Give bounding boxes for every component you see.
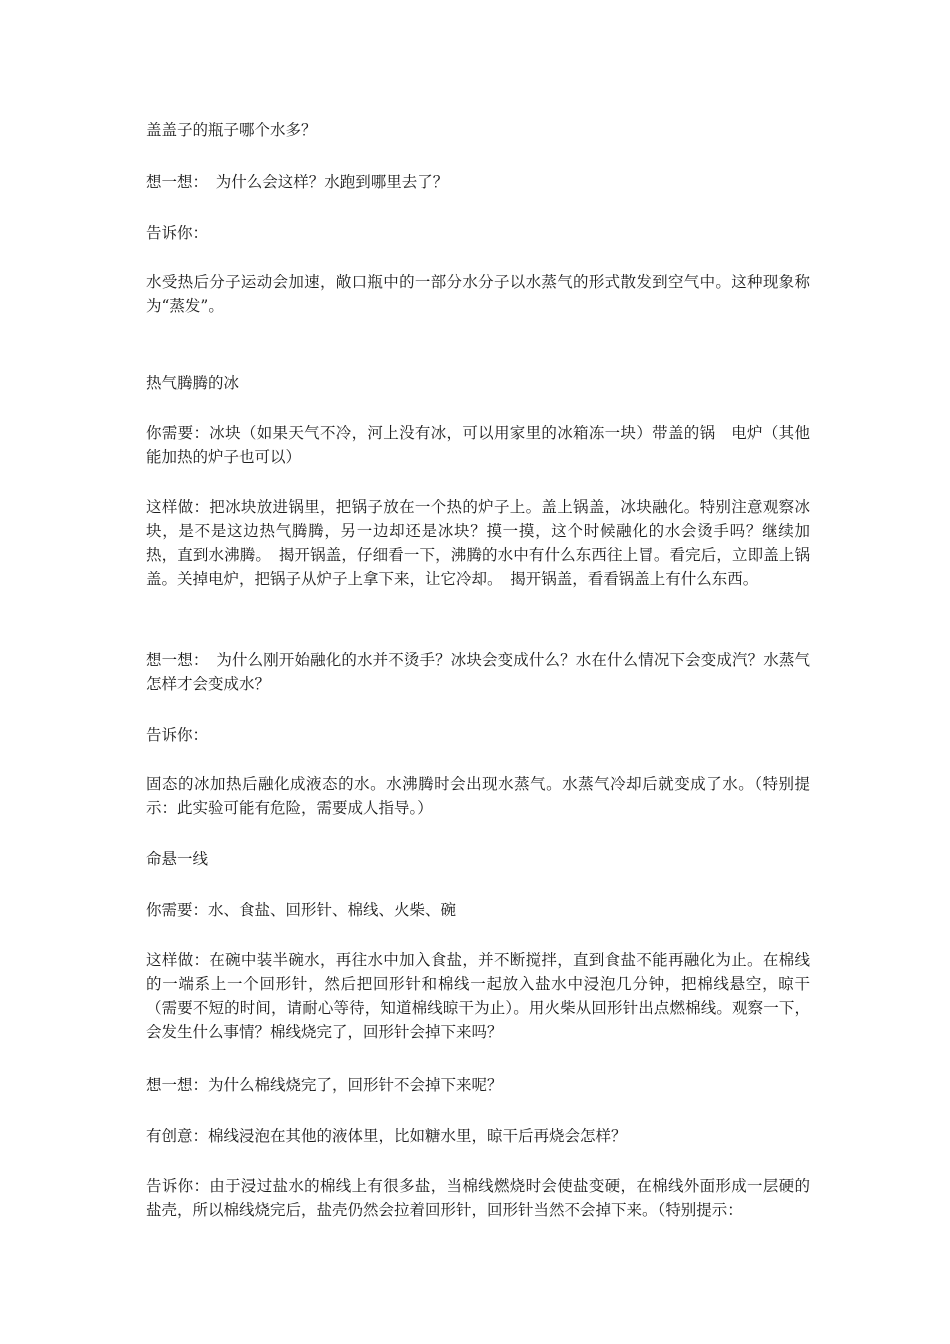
section-title-hot-ice: 热气腾腾的冰	[146, 374, 240, 392]
tell-you-heading: 告诉你：	[146, 224, 209, 242]
materials-paragraph: 你需要：冰块（如果天气不冷，河上没有冰，可以用家里的冰箱冻一块）带盖的锅 电炉（其他能加热的炉子也可以）	[146, 424, 810, 466]
explanation-paragraph: 固态的冰加热后融化成液态的水。水沸腾时会出现水蒸气。水蒸气冷却后就变成了水。（特别提示：此实验可能有危险，需要成人指导。）	[146, 775, 810, 817]
explanation-paragraph: 水受热后分子运动会加速，敞口瓶中的一部分水分子以水蒸气的形式散发到空气中。这种现象称为“蒸发”。	[146, 273, 810, 315]
explanation-paragraph: 告诉你：由于浸过盐水的棉线上有很多盐，当棉线燃烧时会使盐变硬，在棉线外面形成一层硬的盐壳，所以棉线烧完后，盐壳仍然会拉着回形针，回形针当然不会掉下来。（特别提示：	[146, 1177, 810, 1219]
think-paragraph: 想一想： 为什么刚开始融化的水并不烫手？冰块会变成什么？水在什么情况下会变成汽？水蒸气怎样才会变成水？	[146, 651, 810, 693]
procedure-paragraph: 这样做：在碗中装半碗水，再往水中加入食盐，并不断搅拌，直到食盐不能再融化为止。在棉线的一端系上一个回形针，然后把回形针和棉线一起放入盐水中浸泡几分钟，把棉线悬空，晾干（需要不短的时间，请耐心等待，知道棉线晾干为止）。用火柴从回形针出点燃棉线。观察一下，会发生什么事情？棉线烧完了，回形针会掉下来吗？	[146, 951, 810, 1041]
think-paragraph: 想一想：为什么棉线烧完了，回形针不会掉下来呢？	[146, 1076, 503, 1094]
procedure-paragraph: 这样做：把冰块放进锅里，把锅子放在一个热的炉子上。盖上锅盖，冰块融化。特别注意观察冰块，是不是这边热气腾腾，另一边却还是冰块？摸一摸，这个时候融化的水会烫手吗？继续加热，直到水沸腾。 揭开锅盖，仔细看一下，沸腾的水中有什么东西往上冒。看完后，立即盖上锅盖。关掉电炉，把锅子从炉子上拿下来，让它冷却。 揭开锅盖，看看锅盖上有什么东西。	[146, 498, 810, 588]
question-text: 盖盖子的瓶子哪个水多？	[146, 121, 317, 139]
tell-you-heading: 告诉你：	[146, 726, 209, 744]
section-title-hanging-thread: 命悬一线	[146, 850, 209, 868]
think-paragraph: 想一想： 为什么会这样？水跑到哪里去了？	[146, 173, 449, 191]
creative-paragraph: 有创意：棉线浸泡在其他的液体里，比如糖水里，晾干后再烧会怎样？	[146, 1127, 627, 1145]
materials-paragraph: 你需要：水、食盐、回形针、棉线、火柴、碗	[146, 901, 457, 919]
